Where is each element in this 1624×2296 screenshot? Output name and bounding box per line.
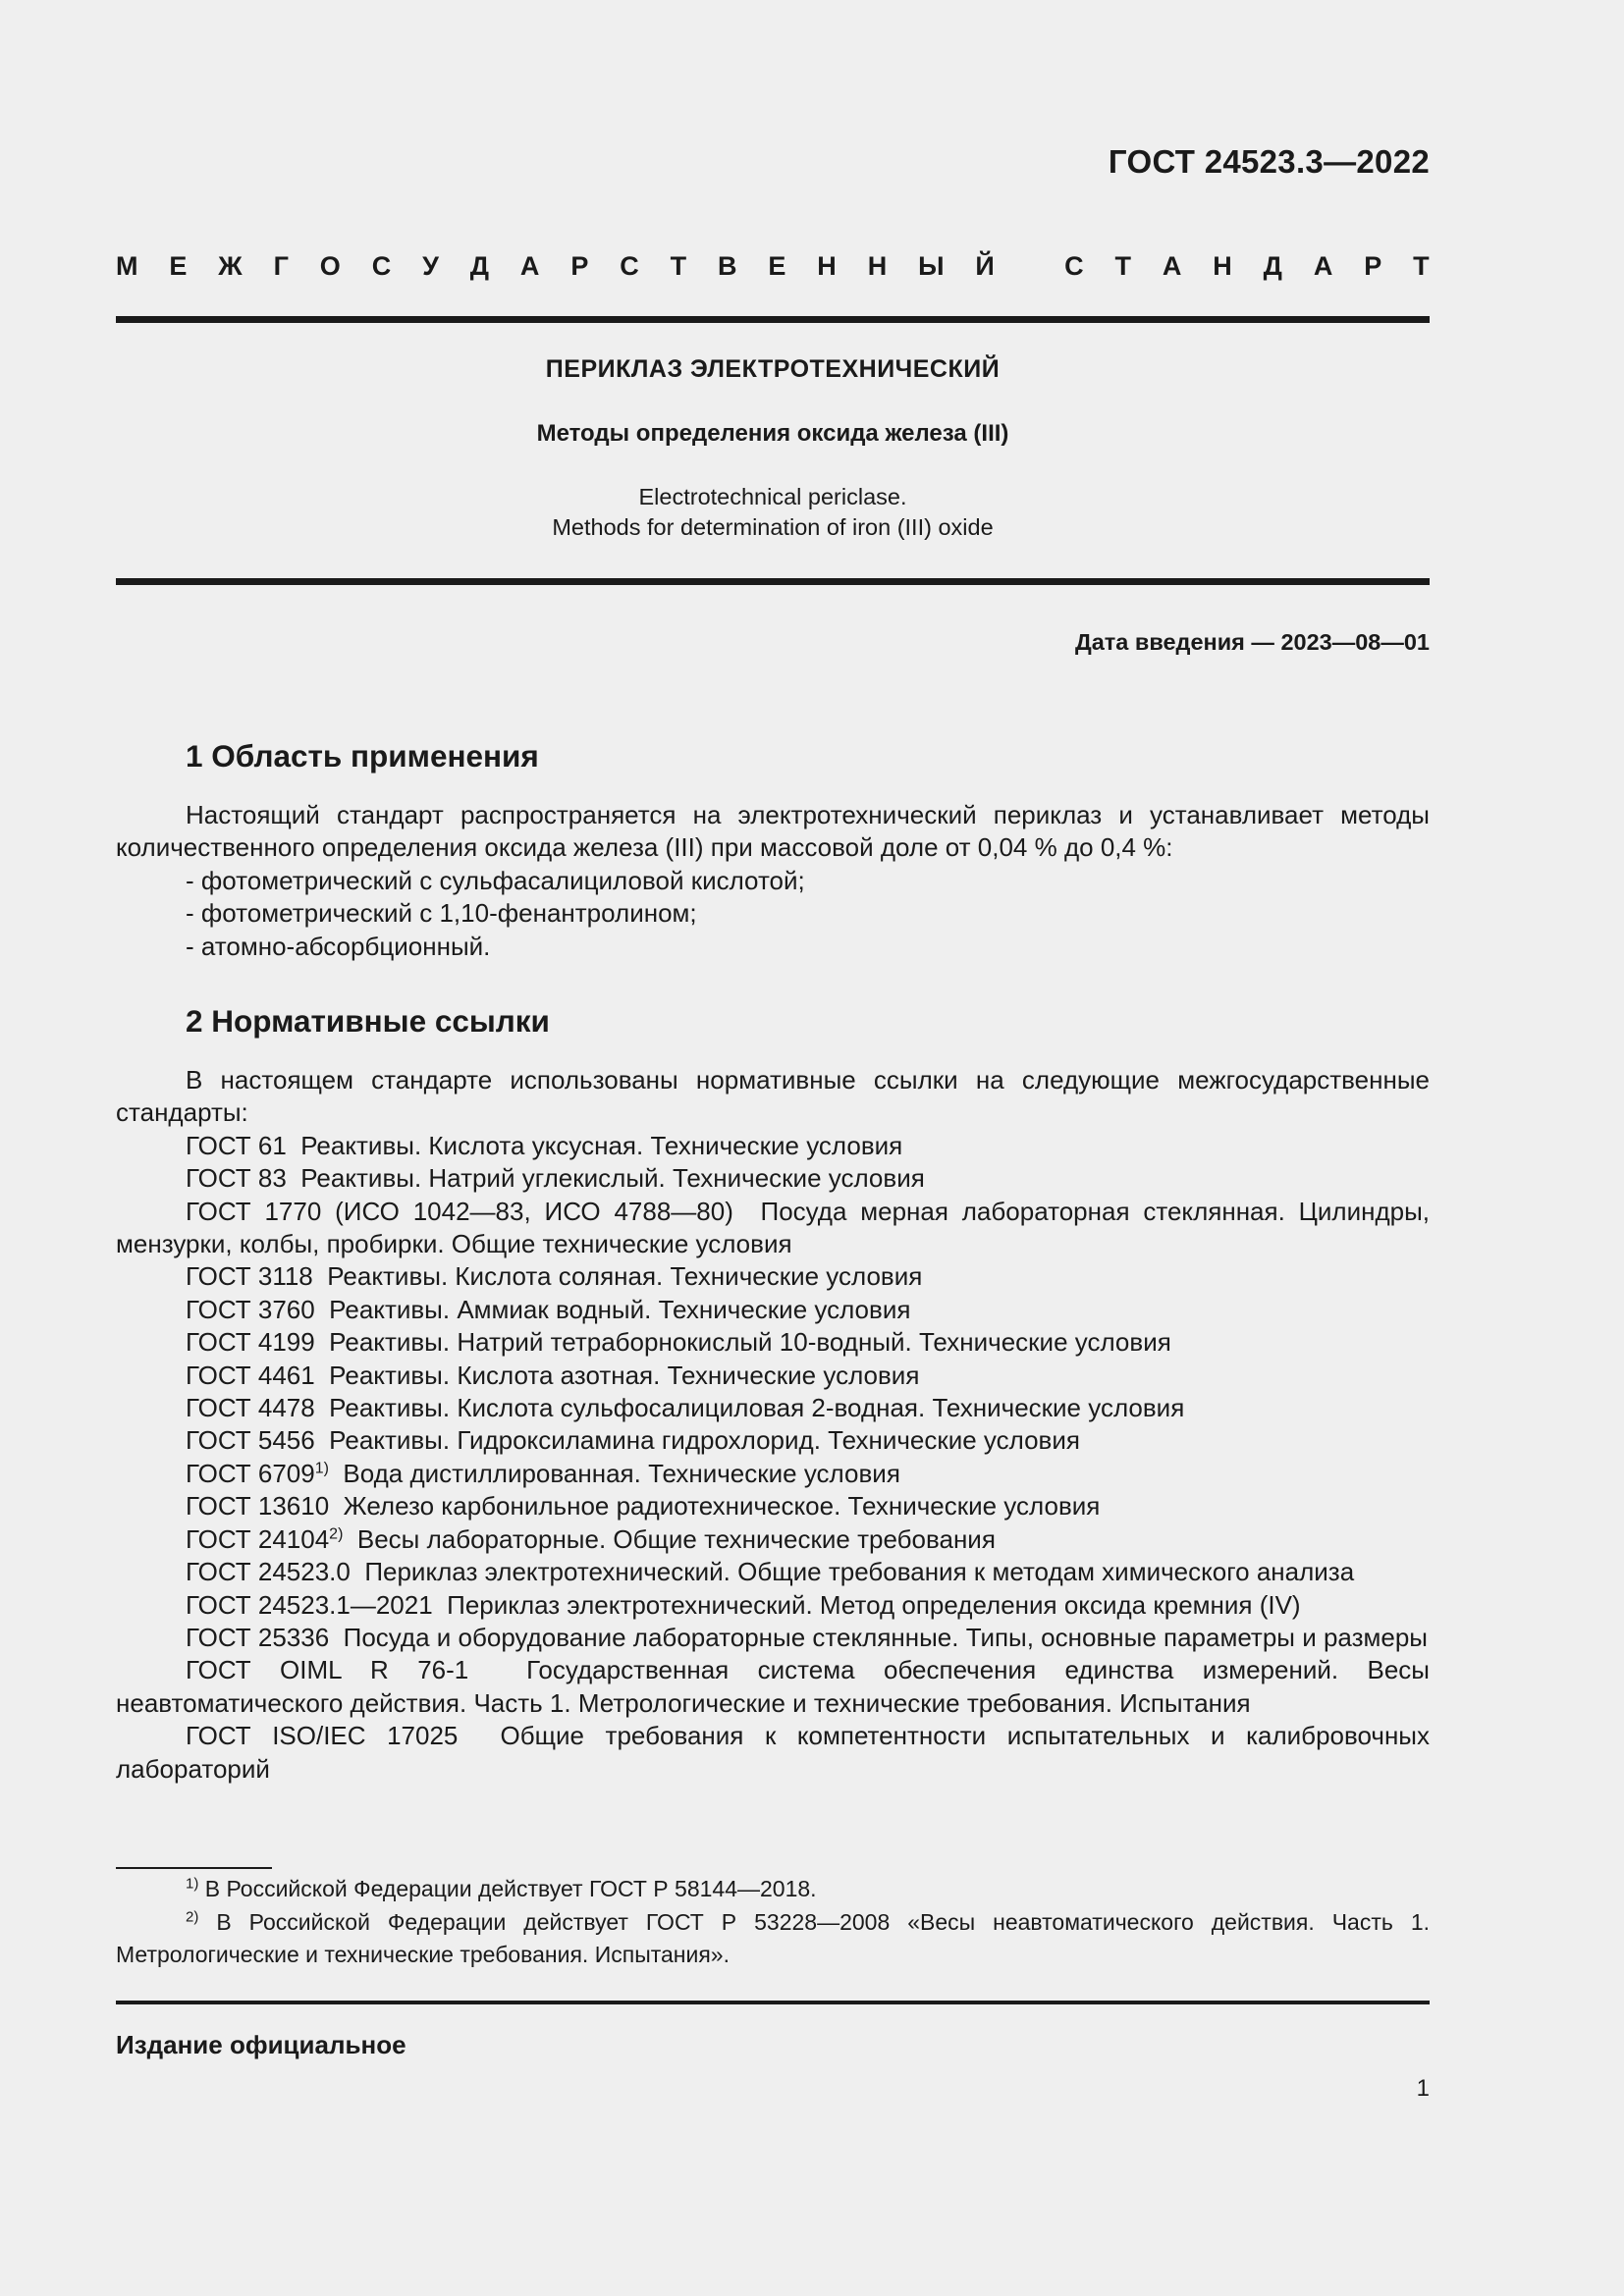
reference-item	[116, 1360, 1430, 1392]
label-letter: Ж	[218, 251, 243, 281]
reference-code: ГОСТ ISO/IEC 17025	[186, 1721, 459, 1751]
label-letter: Й	[975, 251, 995, 281]
reference-code: ГОСТ 5456	[186, 1425, 315, 1456]
interstate-standard-label	[116, 251, 1430, 282]
reference-code: ГОСТ 83	[186, 1163, 287, 1194]
section-1-body	[116, 799, 1430, 963]
reference-title: Реактивы. Кислота азотная. Технические условия	[329, 1360, 920, 1390]
reference-item	[116, 1424, 1430, 1457]
reference-code: ГОСТ 24523.1—2021	[186, 1589, 433, 1620]
reference-title: Реактивы. Гидроксиламина гидрохлорид. Технические условия	[329, 1425, 1080, 1456]
reference-code: ГОСТ 24523.0	[186, 1557, 351, 1587]
english-title	[116, 482, 1430, 543]
english-title-line-2: Methods for determination of iron (III) oxide	[552, 514, 994, 540]
footnote-text: В Российской Федерации действует ГОСТ Р 53228—2008 «Весы неавтоматического действия. Часть 1. Метрологические и технические требования. Испытания».	[116, 1908, 1431, 1967]
section-2-intro: В настоящем стандарте использованы нормативные ссылки на следующие межгосударственные стандарты:	[116, 1065, 1430, 1128]
footnotes	[116, 1873, 1430, 1972]
reference-item	[116, 1589, 1430, 1622]
reference-item	[116, 1523, 1430, 1556]
english-title-line-1: Electrotechnical periclase.	[638, 484, 907, 509]
reference-code: ГОСТ 4461	[186, 1360, 315, 1390]
reference-item	[116, 1260, 1430, 1293]
label-letter: М	[116, 251, 138, 281]
reference-title: Реактивы. Аммиак водный. Технические условия	[329, 1294, 911, 1324]
normative-references-list	[116, 1130, 1430, 1786]
label-letter: Т	[670, 251, 687, 281]
document-subtitle: Методы определения оксида железа (III)	[536, 420, 1009, 447]
word-gap	[1026, 251, 1034, 282]
footnote-mark: 2)	[186, 1907, 199, 1925]
reference-title: Весы лабораторные. Общие технические требования	[356, 1523, 996, 1554]
reference-title: Государственная система обеспечения единства измерений. Весы неавтоматического действия. Часть 1. Метрологические и технические требования. Испытания	[116, 1655, 1430, 1718]
reference-item	[116, 1294, 1430, 1326]
reference-code: ГОСТ 24104	[186, 1523, 330, 1554]
reference-title: Периклаз электротехнический. Метод определения оксида кремния (IV)	[447, 1589, 1301, 1620]
reference-item	[116, 1130, 1430, 1162]
label-letter: А	[1313, 251, 1333, 281]
reference-title: Общие требования к компетентности испытательных и калибровочных лабораторий	[116, 1721, 1430, 1784]
section-2-body	[116, 1064, 1430, 1786]
reference-title: Реактивы. Натрий тетраборнокислый 10-водный. Технические условия	[329, 1327, 1171, 1358]
footnote-mark: 1)	[186, 1875, 199, 1893]
reference-code: ГОСТ 1770 (ИСО 1042—83, ИСО 4788—80)	[186, 1196, 733, 1226]
header-divider	[116, 316, 1430, 323]
reference-item	[116, 1458, 1430, 1490]
section-1-heading: 1 Область применения	[186, 738, 539, 774]
reference-title: Железо карбонильное радиотехническое. Технические условия	[343, 1491, 1101, 1522]
footnote-reference: 1)	[314, 1460, 329, 1477]
label-letter: Т	[1114, 251, 1131, 281]
introduction-date: Дата введения — 2023—08—01	[1074, 629, 1430, 655]
title-divider	[116, 578, 1430, 585]
reference-code: ГОСТ 3760	[186, 1294, 315, 1324]
official-edition-label: Издание официальное	[116, 2030, 406, 2059]
reference-item	[116, 1720, 1430, 1786]
label-letter: А	[1162, 251, 1182, 281]
label-letter: Т	[1413, 251, 1430, 281]
label-letter: С	[620, 251, 639, 281]
reference-code: ГОСТ 61	[186, 1130, 287, 1160]
reference-title: Реактивы. Кислота соляная. Технические условия	[327, 1261, 923, 1292]
footnote-text: В Российской Федерации действует ГОСТ Р 58144—2018.	[204, 1876, 817, 1901]
footnote-separator	[116, 1867, 272, 1869]
footer-divider	[116, 2001, 1430, 2004]
reference-title: Реактивы. Кислота уксусная. Технические условия	[300, 1130, 903, 1160]
label-letter: Н	[867, 251, 888, 281]
reference-title: Реактивы. Кислота сульфосалициловая 2-водная. Технические условия	[329, 1393, 1185, 1423]
label-letter: Д	[469, 251, 490, 281]
reference-code: ГОСТ 6709	[186, 1458, 315, 1488]
label-letter: Е	[169, 251, 188, 281]
reference-item	[116, 1490, 1430, 1522]
reference-code: ГОСТ 4478	[186, 1393, 315, 1423]
reference-code: ГОСТ 3118	[186, 1261, 313, 1292]
reference-code: ГОСТ 25336	[186, 1622, 330, 1652]
label-letter: Н	[817, 251, 837, 281]
reference-item	[116, 1162, 1430, 1195]
label-letter: Е	[768, 251, 786, 281]
reference-item	[116, 1392, 1430, 1424]
method-item: - фотометрический с сульфасалициловой кислотой;	[186, 865, 805, 895]
reference-title: Вода дистиллированная. Технические условия	[343, 1458, 900, 1488]
section-1-paragraph: Настоящий стандарт распространяется на электротехнический периклаз и устанавливает методы количественного определения оксида железа (III) при массовой доле от 0,04 % до 0,4 %:	[116, 800, 1430, 863]
label-letter: У	[422, 251, 439, 281]
label-letter: О	[319, 251, 341, 281]
reference-title: Посуда и оборудование лабораторные стеклянные. Типы, основные параметры и размеры	[343, 1622, 1428, 1652]
section-2-heading: 2 Нормативные ссылки	[186, 1003, 550, 1039]
method-item: - фотометрический с 1,10-фенантролином;	[186, 898, 697, 929]
label-letter: Г	[273, 251, 289, 281]
reference-title: Реактивы. Натрий углекислый. Технические условия	[300, 1163, 925, 1194]
footnote-reference: 2)	[329, 1525, 344, 1543]
label-letter: Н	[1213, 251, 1232, 281]
reference-item	[116, 1326, 1430, 1359]
label-letter: С	[371, 251, 392, 281]
document-number: ГОСТ 24523.3—2022	[1108, 143, 1430, 180]
label-letter: С	[1064, 251, 1084, 281]
label-letter: Р	[570, 251, 589, 281]
page-number: 1	[1416, 2075, 1430, 2102]
reference-item	[116, 1622, 1430, 1654]
reference-code: ГОСТ OIML R 76-1	[186, 1655, 469, 1685]
reference-title: Периклаз электротехнический. Общие требования к методам химического анализа	[364, 1557, 1355, 1587]
footnote-2	[116, 1906, 1430, 1972]
reference-code: ГОСТ 13610	[186, 1491, 330, 1522]
document-title: ПЕРИКЛАЗ ЭЛЕКТРОТЕХНИЧЕСКИЙ	[545, 355, 1001, 383]
reference-item	[116, 1556, 1430, 1588]
reference-code: ГОСТ 4199	[186, 1327, 315, 1358]
label-letter: А	[519, 251, 540, 281]
label-letter: Д	[1263, 251, 1282, 281]
reference-title: Посуда мерная лабораторная стеклянная. Цилиндры, мензурки, колбы, пробирки. Общие технические условия	[116, 1196, 1430, 1259]
label-letter: Р	[1364, 251, 1382, 281]
label-letter: В	[718, 251, 737, 281]
reference-item	[116, 1654, 1430, 1720]
method-item: - атомно-абсорбционный.	[186, 931, 491, 961]
reference-item	[116, 1196, 1430, 1261]
label-letter: Ы	[918, 251, 945, 281]
footnote-1	[116, 1873, 1430, 1906]
